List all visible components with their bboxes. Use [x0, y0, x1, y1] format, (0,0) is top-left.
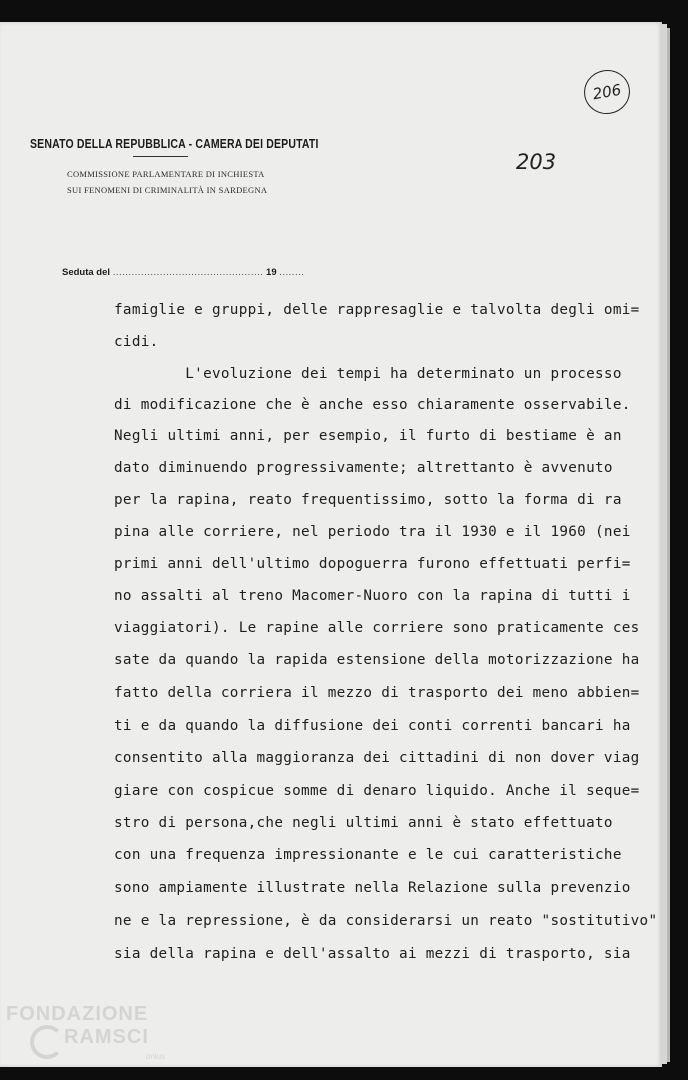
text-line: per la rapina, reato frequentissimo, sotto la forma di ra: [114, 492, 622, 508]
commission-line-2: SUI FENOMENI DI CRIMINALITÀ IN SARDEGNA: [67, 185, 268, 195]
seduta-year-blank: ........: [279, 267, 305, 278]
text-line: sate da quando la rapida estensione della motorizzazione ha: [114, 652, 640, 668]
page-number: 203: [516, 150, 557, 174]
institution-heading: SENATO DELLA REPUBBLICA - CAMERA DEI DEPUTATI: [30, 137, 319, 151]
seduta-date-blank: ................................................: [112, 267, 264, 278]
typed-body-text: [0, 22, 662, 1067]
text-line: famiglie e gruppi, delle rappresaglie e talvolta degli omi=: [114, 302, 640, 318]
document-page: [0, 22, 662, 1067]
watermark-line-1: FONDAZIONE: [6, 1003, 149, 1025]
text-line: dato diminuendo progressivamente; altrettanto è avvenuto: [114, 460, 613, 476]
watermark-g-logo-icon: [30, 1025, 64, 1059]
text-line: di modificazione che è anche esso chiaramente osservabile.: [114, 397, 631, 413]
text-line: fatto della corriera il mezzo di trasporto dei meno abbien=: [114, 685, 640, 701]
text-line: ne e la repressione, è da considerarsi un reato "sostitutivo": [114, 913, 658, 929]
text-line: L'evoluzione dei tempi ha determinato un processo: [114, 366, 622, 382]
commission-line-1: COMMISSIONE PARLAMENTARE DI INCHIESTA: [67, 169, 265, 179]
text-line: sia della rapina e dell'assalto ai mezzi di trasporto, sia: [114, 946, 631, 962]
text-line: primi anni dell'ultimo dopoguerra furono effettuati perfi=: [114, 556, 631, 572]
fondazione-gramsci-watermark: [6, 1003, 166, 1061]
text-line: no assalti al treno Macomer-Nuoro con la rapina di tutti i: [114, 588, 631, 604]
text-line: pina alle corriere, nel periodo tra il 1930 e il 1960 (nei: [114, 524, 631, 540]
text-line: giare con cospicue somme di denaro liquido. Anche il seque=: [114, 783, 640, 799]
text-line: cidi.: [114, 334, 159, 350]
text-line: consentito alla maggioranza dei cittadini di non dover viag: [114, 750, 640, 766]
page-stack-edge-back: [667, 28, 670, 1062]
text-line: viaggiatori). Le rapine alle corriere sono praticamente ces: [114, 620, 640, 636]
text-line: con una frequenza impressionante e le cui caratteristiche: [114, 847, 622, 863]
watermark-suffix: onlus: [146, 1052, 166, 1061]
seduta-label: Seduta del: [62, 267, 111, 278]
seduta-year-prefix: 19: [266, 267, 277, 278]
text-line: Negli ultimi anni, per esempio, il furto di bestiame è an: [114, 428, 622, 444]
watermark-line-2: RAMSCI: [64, 1026, 149, 1048]
archive-number-circled: 206: [581, 66, 634, 117]
text-line: ti e da quando la diffusione dei conti correnti bancari ha: [114, 718, 631, 734]
text-line: sono ampiamente illustrate nella Relazione sulla prevenzio: [114, 880, 631, 896]
text-line: stro di persona,che negli ultimi anni è stato effettuato: [114, 815, 613, 831]
